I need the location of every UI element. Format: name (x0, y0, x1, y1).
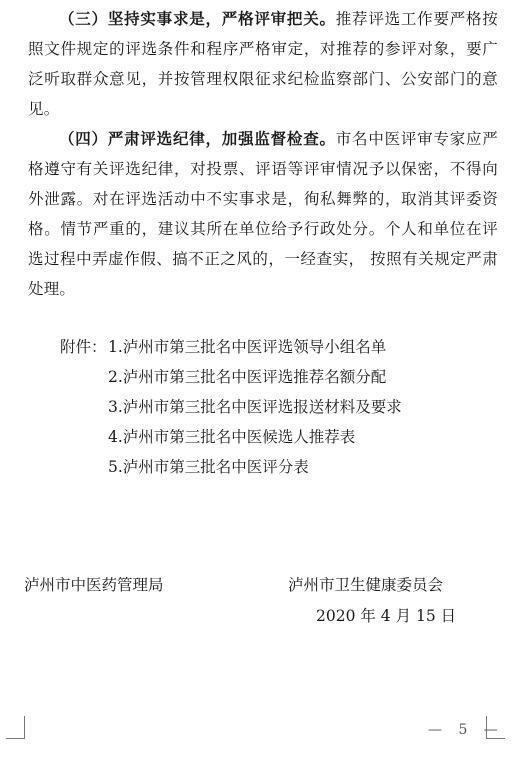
attachment-item: 2.泸州市第三批名中医评选推荐名额分配 (108, 368, 387, 386)
section-4-body: 市名中医评审专家应严格遵守有关评选纪律，对投票、评语等评审情况予以保密，不得向外泄露。对在评选活动中不实事求是，徇私舞弊的，取消其评委资格。情节严重的，建议其所在单位给予行政处分。个人和单位在评选过程中弄虚作假、搞不正之风的，一经查实， 按照有关规定严肃处理。 (28, 130, 498, 298)
attachment-item: 4.泸州市第三批名中医候选人推荐表 (108, 428, 356, 446)
section-3-body: 推荐评选工作要严格按照文件规定的评选条件和程序严格审定，对推荐的参评对象，要广泛听取群众意见，并按管理权限征求纪检监察部门、公安部门的意见。 (28, 10, 498, 118)
signature-right-org: 泸州市卫生健康委员会 (288, 576, 444, 594)
signature-date: 2020 年 4 月 15 日 (316, 607, 457, 625)
paragraph-section-4 (28, 124, 498, 304)
attachment-item: 3.泸州市第三批名中医评选报送材料及要求 (108, 398, 402, 416)
page-number: — 5 — (428, 722, 504, 738)
paragraph-section-3 (28, 4, 498, 124)
attachment-item: 5.泸州市第三批名中医评分表 (108, 458, 309, 476)
attachment-item: 1.泸州市第三批名中医评选领导小组名单 (108, 338, 387, 356)
attachments-label: 附件： (60, 338, 107, 356)
signature-left-org: 泸州市中医药管理局 (24, 576, 164, 594)
crop-mark-left (6, 716, 25, 739)
section-3-heading: （三）坚持实事求是，严格评审把关。 (59, 9, 336, 28)
section-4-heading: （四）严肃评选纪律，加强监督检查。 (59, 129, 336, 148)
